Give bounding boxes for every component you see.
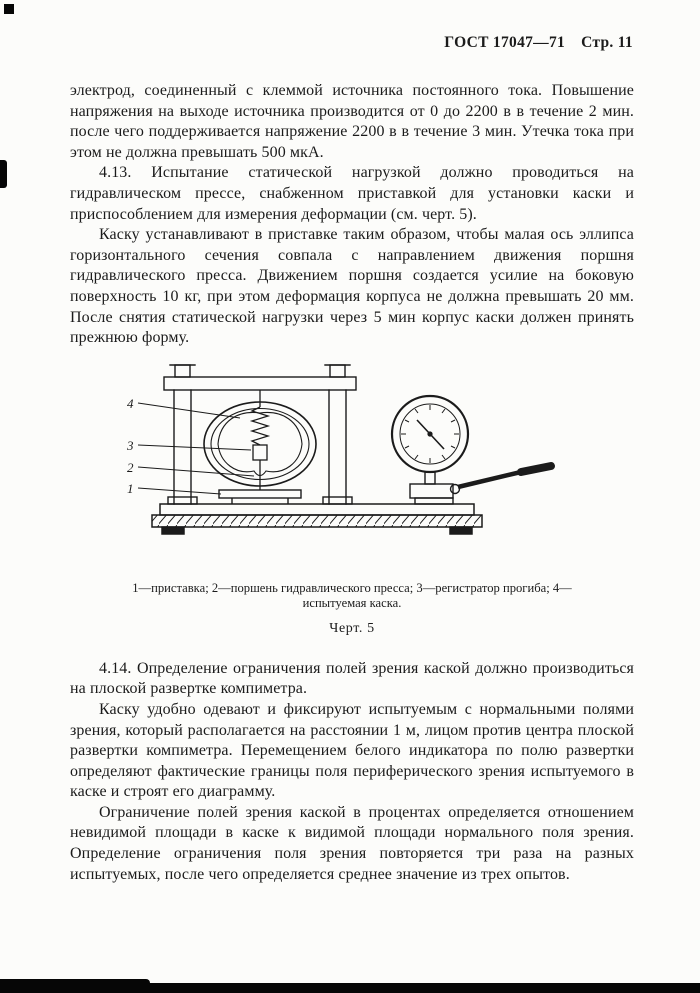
static-load-test-diagram: [114, 357, 562, 555]
hand-pump: [410, 466, 551, 504]
paragraph-4-13: 4.13. Испытание статической нагрузкой должно проводиться на гидравлическом прессе, снабженном приставкой для установки каски и приспособлением для измерения деформации (см. черт. 5).: [70, 164, 634, 223]
paragraph-4-14: 4.14. Определение ограничения полей зрения каской должно производиться на плоской развертке компиметра.: [70, 659, 634, 698]
paragraph-vision-procedure: Каску удобно одевают и фиксируют испытуемым с нормальными полями зрения, который располагается на расстоянии 1 м, лицом против центра плоской развертки компиметра. Перемещением белого индикатора по полю развертки определяют фактические границы поля периферического зрения испытуемого в каске и строят его диаграмму.: [70, 700, 634, 801]
paragraph-helmet-setup: Каску устанавливают в приставке таким образом, чтобы малая ось эллипса горизонтального сечения совпала с направлением движения поршня гидравлического пресса. Движением поршня создается усилие на боковую поверхность 10 кг, при этом деформация корпуса не должна превышать 20 мм. После снятия статической нагрузки через 5 мин корпус каски должен принять прежнюю форму.: [70, 226, 634, 347]
scan-artifact-left-edge: [0, 160, 7, 188]
figure-caption: 1—приставка; 2—поршень гидравлического пресса; 3—регистратор прогиба; 4—испытуемая каска.: [132, 580, 572, 611]
callout-4: 4: [127, 395, 134, 411]
figure-drawing: [114, 357, 634, 555]
callout-2: 2: [127, 459, 134, 475]
press-base: [152, 504, 482, 534]
callout-leader-lines: [138, 403, 254, 494]
helmet-stand: [219, 490, 301, 504]
scan-artifact-bottom-left: [0, 979, 150, 993]
piston-and-spring: [252, 390, 268, 490]
figure-label: Черт. 5: [329, 620, 375, 636]
paragraph-electrode: электрод, соединенный с клеммой источника постоянного тока. Повышение напряжения на выходе источника производится от 0 до 2200 в в течение 2 мин. после чего поддерживается напряжение 2200 в в течение 3 мин. Утечка тока при этом не должна превышать 500 мкА.: [70, 82, 634, 161]
standard-number: ГОСТ 17047—71: [444, 34, 566, 51]
scan-artifact-top-left: [4, 4, 14, 14]
callout-1: 1: [127, 480, 134, 496]
page-number: Стр. 11: [581, 34, 633, 51]
paragraph-vision-calculation: Ограничение полей зрения каской в процентах определяется отношением невидимой площади в каске к видимой площади нормального поля зрения. Определение ограничения поля зрения повторяется три раза на разных испытуемых, после чего определяется среднее значение из трех опытов.: [70, 803, 634, 883]
callout-3: 3: [127, 437, 134, 453]
page-header: [70, 34, 634, 52]
pressure-gauge: [392, 396, 468, 472]
gauge-hub: [427, 431, 432, 436]
